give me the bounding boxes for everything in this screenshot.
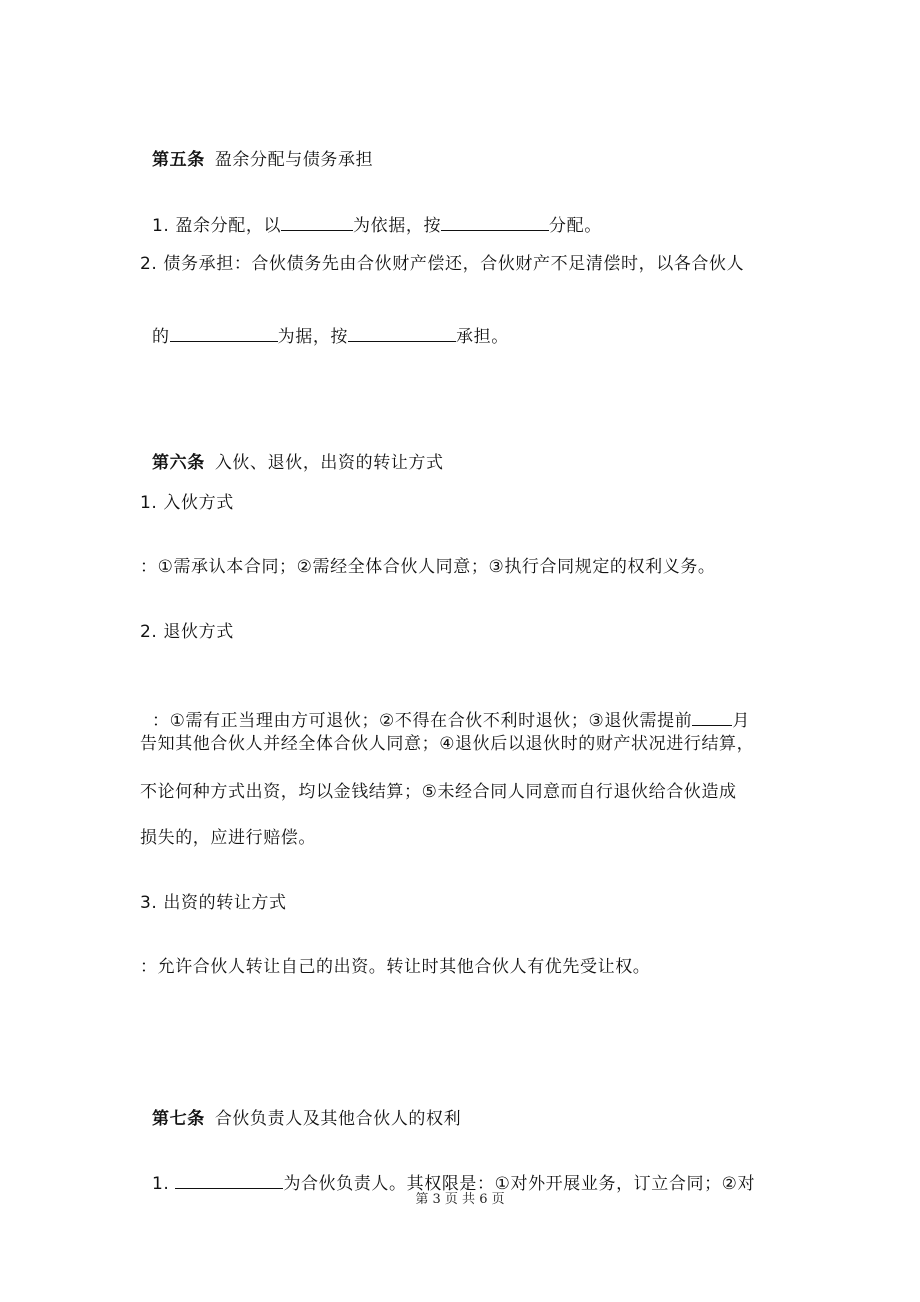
fill-in-blank[interactable] [348,324,456,342]
article-5-clause-1 [140,189,602,238]
clause-text: 的 [152,327,170,347]
article-6-section-3-title: 3. 出资的转让方式 [140,893,287,913]
fill-in-blank[interactable] [175,1171,283,1189]
clause-text: 为合伙负责人。其权限是：①对外开展业务，订立合同；②对 [283,1174,756,1194]
article-5-number: 第五条 [152,150,205,170]
clause-text: 承担。 [456,327,509,347]
clause-text: 1. 盈余分配，以 [152,216,282,236]
clause-text: 月 [732,711,750,731]
article-5-heading [140,124,373,172]
article-6-section-3-body: ：允许合伙人转让自己的出资。转让时其他合伙人有优先受让权。 [140,957,651,977]
article-5-clause-2-line-1: 2. 债务承担：合伙债务先由合伙财产偿还，合伙财产不足清偿时，以各合伙人 [140,254,745,274]
article-7-title: 合伙负责人及其他合伙人的权利 [214,1109,462,1129]
fill-in-blank[interactable] [281,213,353,231]
article-6-section-1-body: ：①需承认本合同；②需经全体合伙人同意；③执行合同规定的权利义务。 [140,557,716,577]
page-number-footer: 第 3 页 共 6 页 [415,1192,505,1207]
article-7-number: 第七条 [152,1109,205,1129]
fill-in-blank[interactable] [692,708,732,726]
clause-text: 分配。 [549,216,602,236]
clause-text: 为依据，按 [353,216,442,236]
article-6-section-2-line-1 [140,684,750,733]
article-6-section-1-title: 1. 入伙方式 [140,493,234,513]
article-6-number: 第六条 [152,453,205,473]
clause-text: 为据，按 [277,327,349,347]
article-6-section-2-title: 2. 退伙方式 [140,622,234,642]
fill-in-blank[interactable] [441,213,549,231]
clause-text: ：①需有正当理由方可退伙；②不得在合伙不利时退伙；③退伙需提前 [152,711,693,731]
article-6-section-2-line-2: 告知其他合伙人并经全体合伙人同意；④退伙后以退伙时的财产状况进行结算， [140,734,755,754]
article-6-section-2-line-4: 损失的，应进行赔偿。 [140,828,316,848]
article-6-title: 入伙、退伙，出资的转让方式 [214,453,444,473]
article-5-title: 盈余分配与债务承担 [214,150,374,170]
article-5-clause-2-line-2 [140,300,509,349]
fill-in-blank[interactable] [170,324,278,342]
article-6-heading [140,427,444,475]
article-7-heading [140,1083,461,1131]
clause-text: 1. [152,1174,170,1194]
article-6-section-2-line-3: 不论何种方式出资，均以金钱结算；⑤未经合同人同意而自行退伙给合伙造成 [140,782,737,802]
